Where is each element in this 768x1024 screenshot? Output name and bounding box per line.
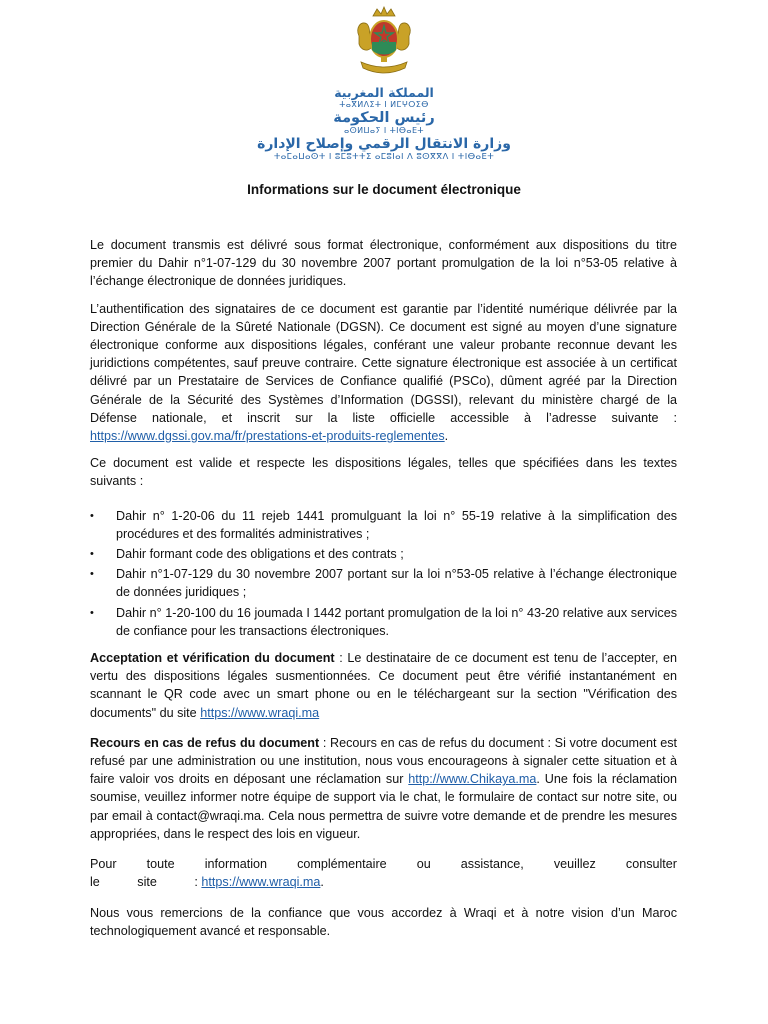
head-of-government-arabic: رئيس الحكومة bbox=[333, 109, 435, 126]
recourse-heading: Recours en cas de refus du document bbox=[90, 735, 320, 750]
wraqi-verification-link[interactable]: https://www.wraqi.ma bbox=[200, 705, 320, 720]
bullet-icon: • bbox=[90, 568, 94, 581]
bullet-icon: • bbox=[90, 509, 94, 522]
paragraph-closing: Nous vous remercions de la confiance que vous accordez à Wraqi et à notre vision d’un Maroc technologiquement avancé et responsable. bbox=[90, 905, 677, 938]
kingdom-tifinagh: ⵜⴰⴳⵍⴷⵉⵜ ⵏ ⵍⵎⵖⵔⵉⴱ bbox=[339, 100, 429, 110]
info-line-2: le site : bbox=[90, 875, 198, 890]
paragraph-recourse: Recours en cas de refus du document : Recours en cas de refus du document : Si votre document est refusé par une administration ou une institution, nous vous encourageons à signaler cette situation et à faire valoir vos droits en déposant une réclamation sur http://www.Chikaya.ma. Une fois la réclamation soumise, veuillez informer notre équipe de support via le chat, le formulaire de contact sur notre site, ou par email à contact@wraqi.ma. Cela nous permettra de suivre votre demande et de prendre les mesures appropriées, dans le respect des lois en vigueur. bbox=[90, 735, 677, 841]
moroccan-coat-of-arms-icon bbox=[353, 6, 415, 80]
chikaya-link[interactable]: http://www.Chikaya.ma bbox=[408, 772, 537, 787]
list-item: • Dahir n° 1-20-100 du 16 joumada I 1442 portant promulgation de la loi n° 43-20 relative aux services de confiance pour les transactions électroniques. bbox=[90, 605, 677, 638]
ministry-arabic: وزارة الانتقال الرقمي وإصلاح الإدارة bbox=[257, 136, 511, 153]
legal-texts-list bbox=[90, 507, 677, 640]
bullet-icon: • bbox=[90, 548, 94, 561]
wraqi-site-link[interactable]: https://www.wraqi.ma bbox=[201, 875, 321, 890]
head-of-government-tifinagh: ⴰⵙⵍⵡⴰⵢ ⵏ ⵜⵏⴱⴰⴹⵜ bbox=[344, 126, 424, 136]
list-item: • Dahir formant code des obligations et des contrats ; bbox=[90, 545, 677, 563]
paragraph-info: Pour toute information complémentaire ou assistance, veuillez consulter le site : https://www.wraqi.ma. bbox=[90, 857, 677, 890]
list-item: • Dahir n°1-07-129 du 30 novembre 2007 portant sur la loi n°53-05 relative à l’échange électronique de données juridiques ; bbox=[90, 567, 677, 600]
ministry-tifinagh: ⵜⴰⵎⴰⵡⴰⵙⵜ ⵏ ⵓⵎⵓⵜⵜⵉ ⴰⵎⵓⵏⴰⵏ ⴷ ⵓⵙⴳⴳⴷ ⵏ ⵜⵏⴱⴰⴹⵜ bbox=[273, 151, 495, 162]
paragraph-legal-basis: Le document transmis est délivré sous format électronique, conformément aux dispositions du titre premier du Dahir n°1-07-129 du 30 novembre 2007 portant promulgation de la loi n°53-05 relative à l’échange électronique de données juridiques. bbox=[90, 238, 677, 289]
paragraph-validity: Ce document est valide et respecte les dispositions légales, telles que spécifiées dans les textes suivants : bbox=[90, 456, 677, 489]
acceptance-heading: Acceptation et vérification du document bbox=[90, 651, 335, 666]
kingdom-arabic: المملكة المغربية bbox=[334, 85, 434, 100]
document-title: Informations sur le document électronique bbox=[247, 182, 521, 197]
document-body bbox=[90, 236, 677, 949]
bullet-icon: • bbox=[90, 606, 94, 619]
paragraph-acceptance: Acceptation et vérification du document : Le destinataire de ce document est tenu de l’accepter, en vertu des dispositions légales susmentionnées. Ce document peut être vérifié instantanément en scannant le QR code avec un smart phone ou en le téléchargeant sur la section "Vérification des documents" du site https://www.wraqi.ma bbox=[90, 651, 677, 720]
info-line-1: Pour toute information complémentaire ou assistance, veuillez consulter bbox=[90, 857, 677, 872]
list-item: • Dahir n° 1-20-06 du 11 rejeb 1441 promulguant la loi n° 55-19 relative à la simplification des procédures et des formalités administratives ; bbox=[90, 508, 677, 541]
paragraph-authentication: L’authentification des signataires de ce document est garantie par l’identité numérique délivrée par la Direction Générale de la Sûreté Nationale (DGSN). Ce document est signé au moyen d’une signature électronique conforme aux dispositions légales, conférant une valeur probante reconnue devant les juridictions compétentes, sauf preuve contraire. Cette signature électronique est associée à un certificat délivré par un Prestataire de Services de Confiance qualifié (PSCo), dûment agréé par la Direction Générale de la Sécurité des Systèmes d’Information (DGSSI), relevant du ministère chargé de la Défense nationale, et inscrit sur la liste officielle accessible à l’adresse suivante : https://www.dgssi.gov.ma/fr/prestations-et-produits-reglementes. bbox=[90, 301, 677, 444]
page-header bbox=[0, 6, 768, 162]
authentication-text: L’authentification des signataires de ce document est garantie par l’identité numérique délivrée par la Direction Générale de la Sûreté Nationale (DGSN). Ce document est signé au moyen d’une signature électronique conforme aux dispositions légales, conférant une valeur probante reconnue devant les juridictions compétentes, sauf preuve contraire. Cette signature électronique est associée à un certificat délivré par un Prestataire de Services de Confiance qualifié (PSCo), dûment agréé par la Direction Générale de la Sécurité des Systèmes d’Information (DGSSI), relevant du ministère chargé de la Défense nationale, et inscrit sur la liste officielle accessible à l’adresse suivante : bbox=[90, 301, 677, 425]
dgssi-link[interactable]: https://www.dgssi.gov.ma/fr/prestations-et-produits-reglementes bbox=[90, 429, 445, 444]
